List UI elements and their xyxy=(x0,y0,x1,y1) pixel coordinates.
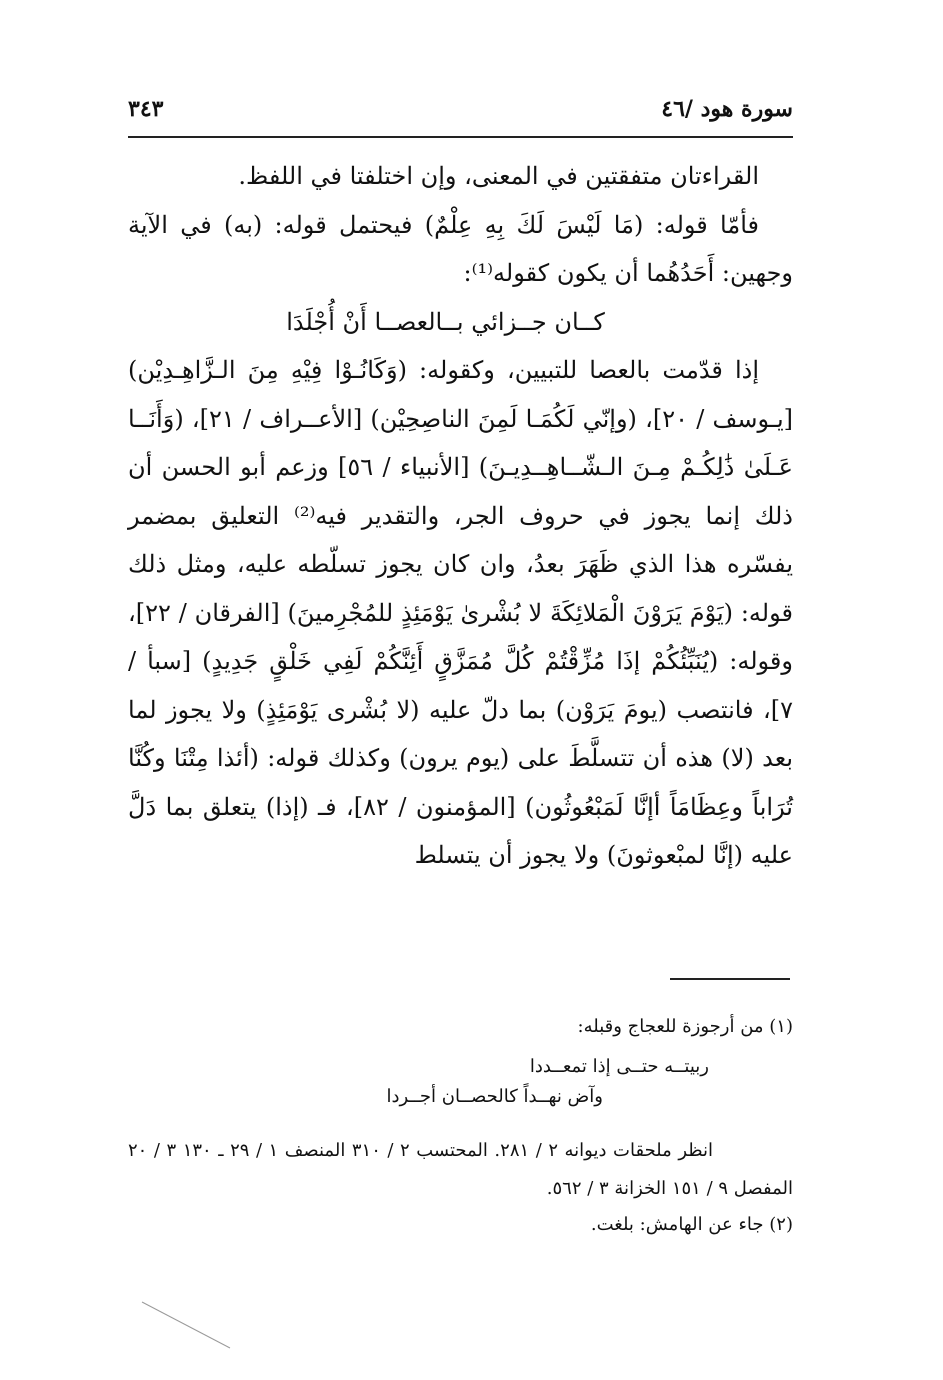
footnote-rule xyxy=(670,978,790,980)
footnote-1-verse xyxy=(128,1050,793,1118)
paragraph-3: إذا قدّمت بالعصا للتبيين، وكقوله: (وَكَانُـوْا فِيْهِ مِنَ الـزَّاهِـدِيْن) [يـوسف / ٢٠]، (وإنّي لَكُمَـا لَمِنَ الناصِحِيْن) [الأعــراف / ٢١]، (وَأَنَــا عَـلَىٰ ذَٰلِكُـمْ مِـنَ الـشّــاهِــدِيـنَ) [الأنبياء / ٥٦] وزعم أبو الحسن أن ذلك إنما يجوز في حروف الجر، والتقدير فيه⁽²⁾ التعليق بمضمر يفسّره هذا الذي ظَهَرَ بعدُ، وان كان يجوز تسلّطه عليه، ومثل ذلك قوله: (يَوْمَ يَرَوْنَ الْمَلائِكَةَ لا بُشْرىٰ يَوْمَئِذٍ للمُجْرِمينَ) [الفرقان / ٢٢]، وقوله: (يُنَبِّئُكُمْ إذَا مُزِّقْتُمْ كُلَّ مُمَزَّقٍ أَئِنَّكُمْ لَفِي خَلْقٍ جَدِيدٍ) [سبأ / ٧]، فانتصب (يومَ يَرَوْن) بما دلّ عليه (لا بُشْرى يَوْمَئِذٍ) ولا يجوز لما بعد (لا) هذه أن تتسلَّطَ على (يوم يرون) وكذلك قوله: (أئذا مِتْنَا وكُنَّا تُرَاباً وعِظَامَاً أإنَّا لَمَبْعُوثُون) [المؤمنون / ٨٢]، فـ (إذا) يتعلق بما دَلَّ عليه (إنَّا لمبْعوثونَ) ولا يجوز أن يتسلط xyxy=(128,356,793,869)
surah-title: سورة هود /٤٦ xyxy=(661,96,793,122)
page-number: ٣٤٣ xyxy=(128,96,164,122)
main-text xyxy=(128,152,793,880)
footnote-verse-line-2: وآض نهــداً كالحصــان أجــردا xyxy=(386,1086,603,1107)
running-header xyxy=(128,92,793,132)
footnotes xyxy=(128,1010,793,1242)
footnote-1-intro: (١) من أرجوزة للعجاج وقبله: xyxy=(577,1016,793,1037)
footnote-2: (٢) جاء عن الهامش: بلغت. xyxy=(590,1214,793,1235)
header-rule xyxy=(128,136,793,138)
poetry-verse: كــان جــزائي بــالعصــا أَنْ أُجْلَدَا xyxy=(286,307,605,336)
scan-mark xyxy=(140,1300,232,1350)
paragraph-2: فأمّا قوله: (مَا لَيْسَ لَكَ بِهِ عِلْمٌ) فيحتمل قوله: (به) في الآية وجهين: أَحَدُهُما أن يكون كقوله⁽¹⁾: xyxy=(128,210,793,287)
paragraph-1: القراءتان متفقتين في المعنى، وإن اختلفتا في اللفظ. xyxy=(238,162,759,190)
footnote-1-source: انظر ملحقات ديوانه ٢ / ٢٨١. المحتسب ٢ / ٣١٠ المنصف ١ / ٢٩ ـ ١٣٠ ٣ / ٢٠ المفصل ٩ / ١٥١ الخزانة ٣ / ٥٦٢. xyxy=(128,1140,793,1199)
footnote-verse-line-1: ربيتــه حتــى إذا تمعــددا xyxy=(529,1056,709,1077)
